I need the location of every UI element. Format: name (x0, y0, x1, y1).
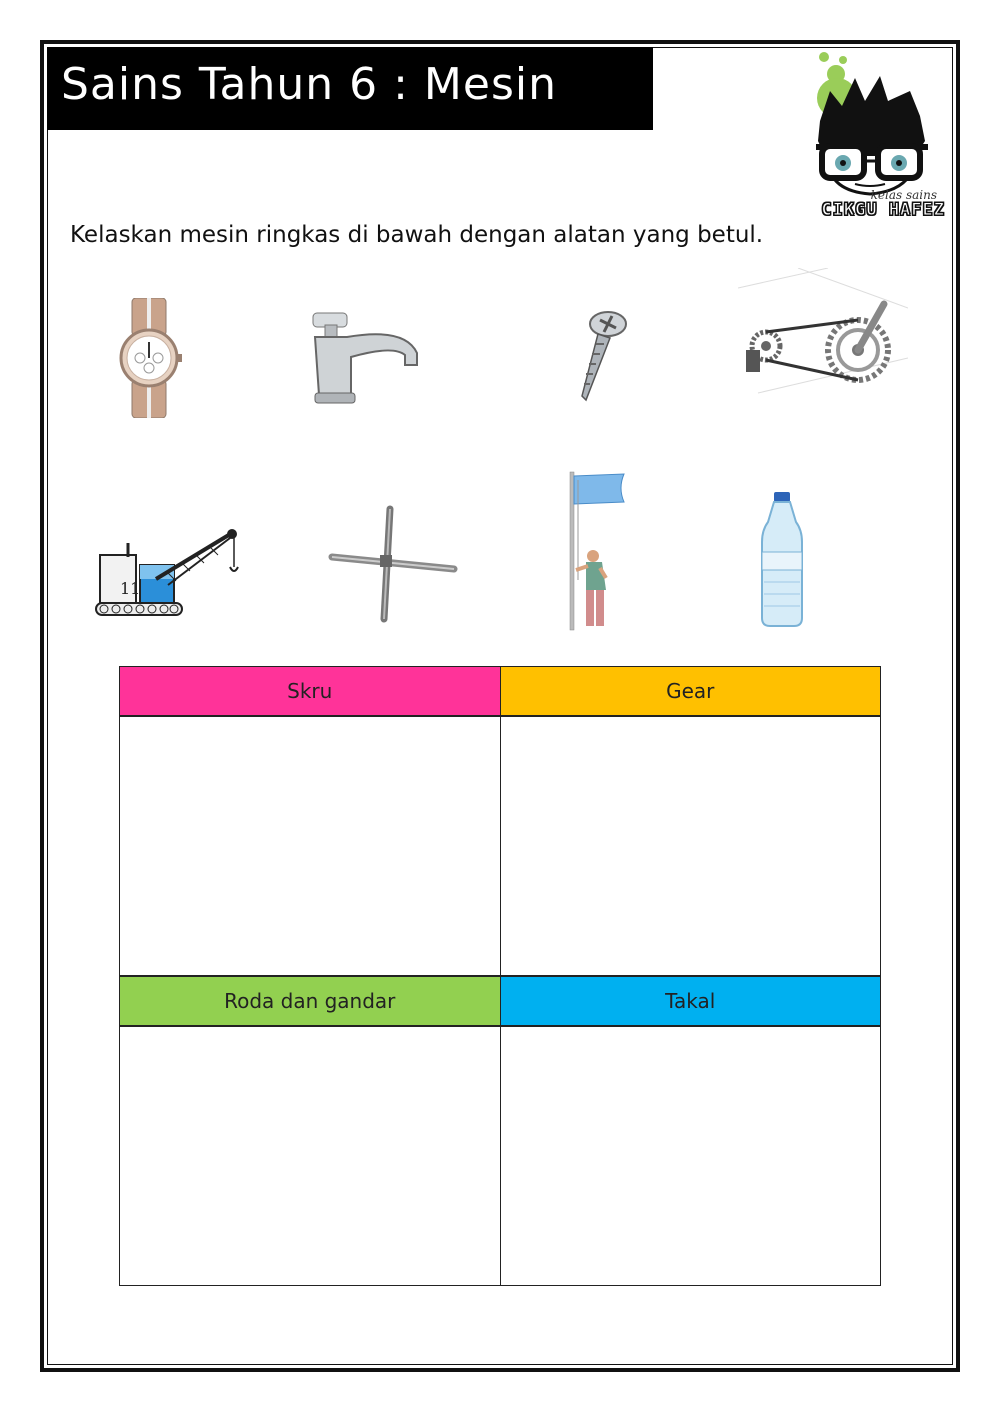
drop-zone-gear[interactable] (500, 716, 881, 976)
logo-brand-text: CIKGU HAFEZ (821, 200, 945, 220)
category-label: Roda dan gandar (224, 989, 396, 1013)
logo-small-text: kelas sains (870, 188, 937, 202)
bicycle-gear-icon[interactable] (738, 268, 908, 403)
crane-icon[interactable] (92, 525, 242, 620)
category-label: Takal (665, 989, 716, 1013)
category-header-skru (120, 667, 501, 717)
logo-caption (800, 188, 945, 220)
crane-number-label: 11 (120, 579, 141, 598)
drop-zone-skru[interactable] (120, 716, 501, 976)
screw-icon[interactable] (568, 308, 628, 408)
flagpole-icon[interactable] (560, 470, 640, 632)
watch-icon[interactable] (110, 298, 190, 418)
category-label: Skru (287, 679, 333, 703)
classification-table (119, 666, 881, 1286)
water-bottle-icon[interactable] (756, 490, 808, 628)
instruction-text: Kelaskan mesin ringkas di bawah dengan alatan yang betul. (70, 222, 764, 248)
category-header-takal (500, 976, 881, 1026)
drop-zone-takal[interactable] (500, 1026, 881, 1286)
cross-wrench-icon[interactable] (328, 505, 458, 623)
category-label: Gear (666, 679, 715, 703)
drop-zone-roda-dan-gandar[interactable] (120, 1026, 501, 1286)
category-header-gear (500, 667, 881, 717)
title-banner (47, 47, 653, 130)
faucet-icon[interactable] (305, 305, 425, 410)
category-header-roda-dan-gandar (120, 976, 501, 1026)
page-title: Sains Tahun 6 : Mesin (61, 59, 557, 110)
